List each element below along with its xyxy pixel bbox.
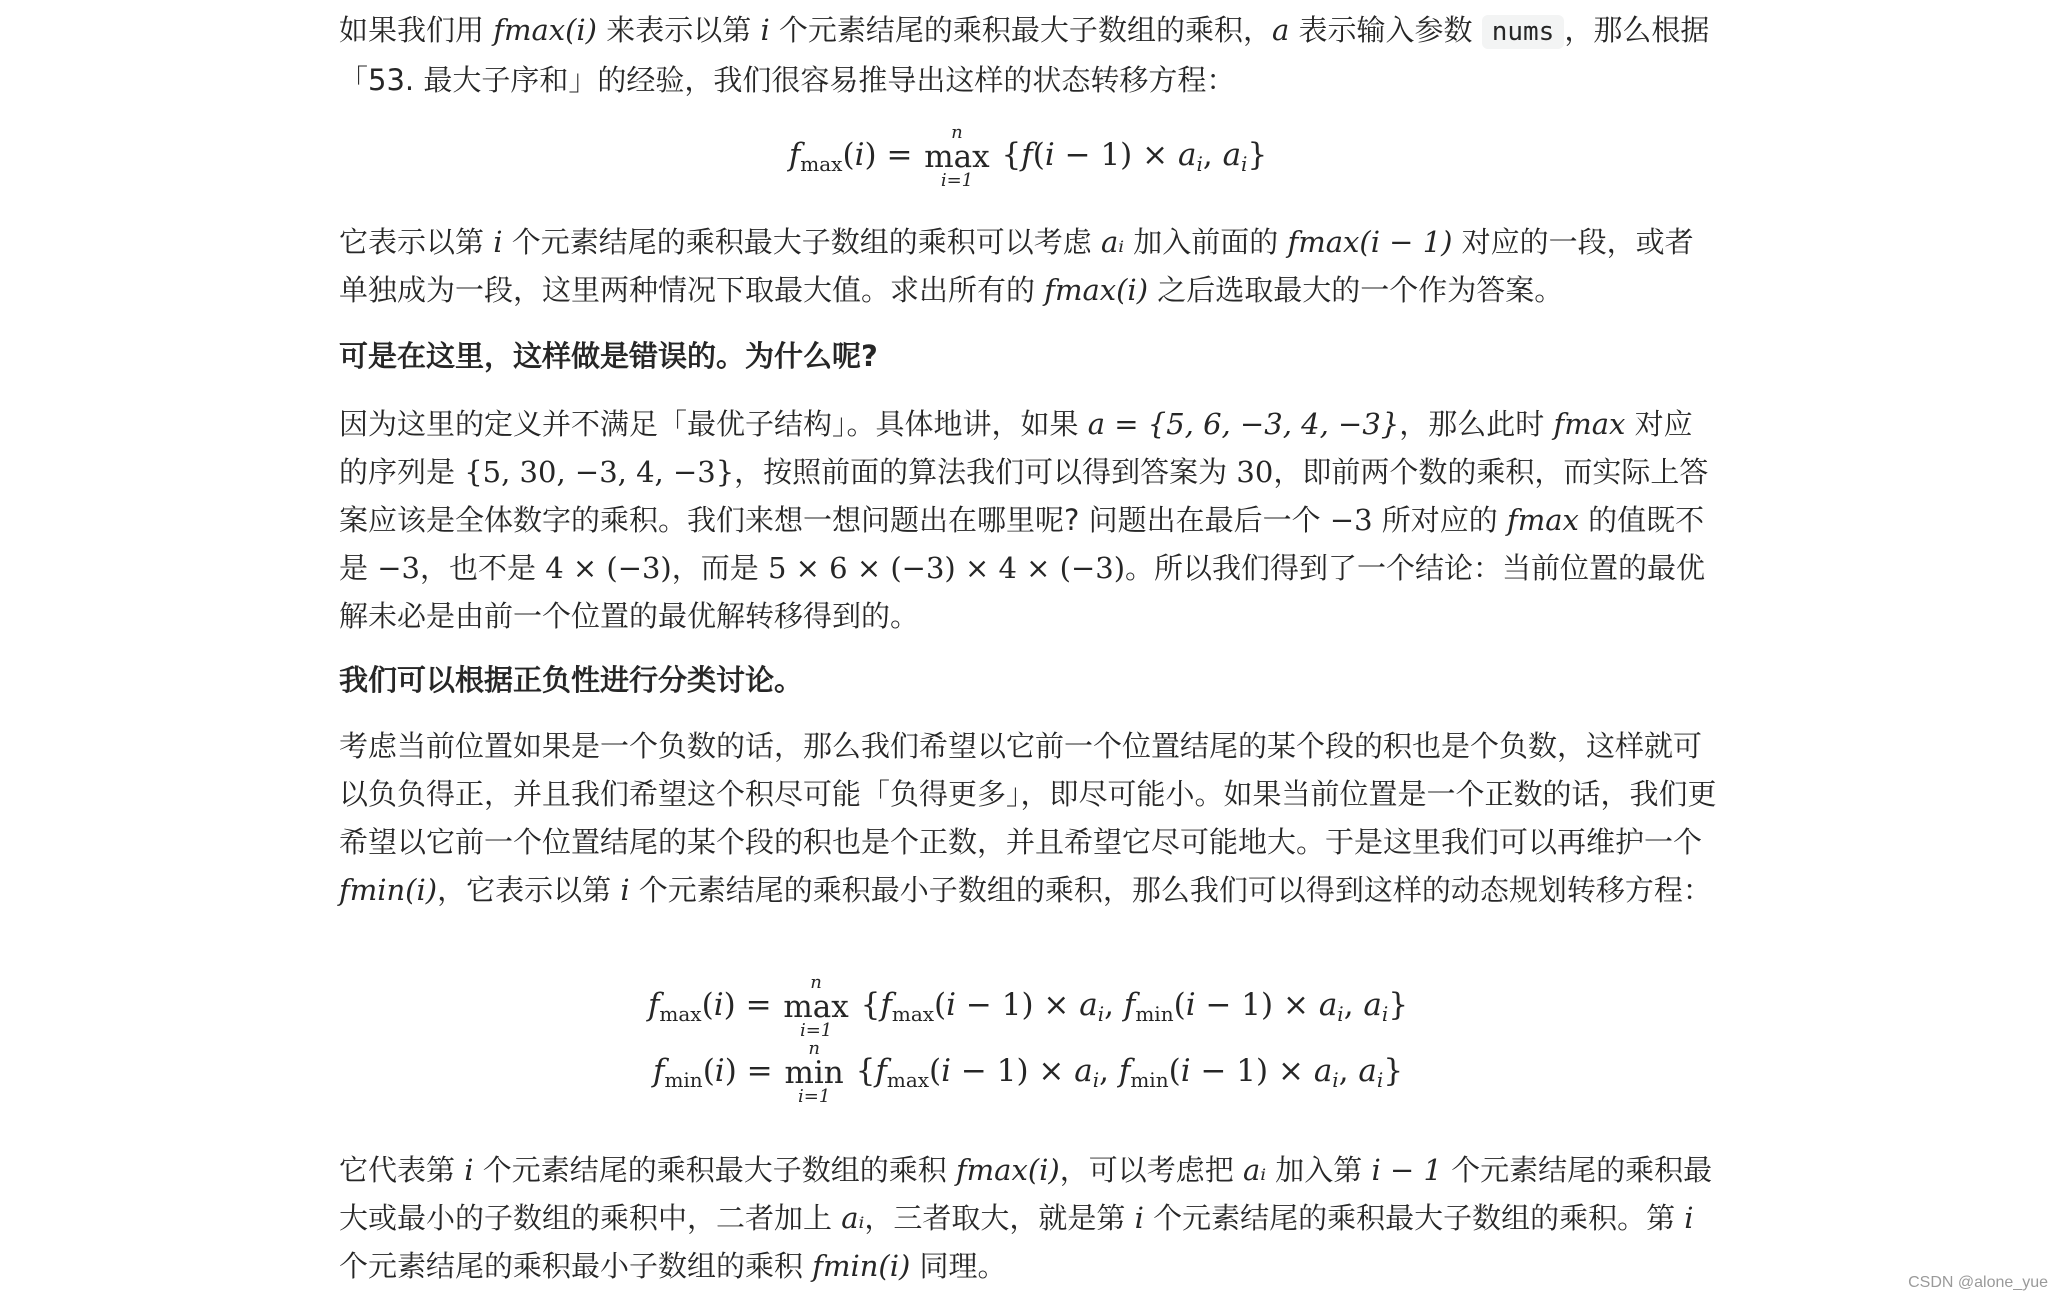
paragraph-explanation: 它表示以第 i 个元素结尾的乘积最大子数组的乘积可以考虑 aᵢ 加入前面的 fmax(i − 1) 对应的一段，或者单独成为一段，这里两种情况下取最大值。求出所有的 fmax(i) 之后选取最大的一个作为答案。	[339, 225, 1694, 307]
equation-line-fmin: fmin(i) = n min i=1 {fmax(i − 1) × ai, fmin(i − 1) × ai, ai}	[652, 1037, 1404, 1107]
max-operator: n max i=1	[924, 121, 990, 191]
max-operator: n max i=1	[783, 971, 849, 1041]
equation-line: fmax(i) = n max i=1 {f(i − 1) × ai, ai}	[788, 121, 1268, 191]
paragraph-case-analysis: 我们可以根据正负性进行分类讨论。	[339, 663, 804, 697]
math-i: i	[760, 13, 770, 47]
text: 如果我们用	[339, 13, 494, 47]
inline-code-nums: nums	[1482, 15, 1565, 49]
paragraph-fmin-intro: 考虑当前位置如果是一个负数的话，那么我们希望以它前一个位置结尾的某个段的积也是个负数，这样就可以负负得正，并且我们希望这个积尽可能「负得更多」，即尽可能小。如果当前位置是一个正数的话，我们更希望以它前一个位置结尾的某个段的积也是个正数，并且希望它尽可能地大。于是这里我们可以再维护一个 fmin(i)，它表示以第 i 个元素结尾的乘积最小子数组的乘积，那么我们可以得到这样的动态规划转移方程：	[339, 729, 1717, 907]
min-operator: n min i=1	[784, 1037, 844, 1107]
paragraph-conclusion: 它代表第 i 个元素结尾的乘积最大子数组的乘积 fmax(i)，可以考虑把 aᵢ 加入第 i − 1 个元素结尾的乘积最大或最小的子数组的乘积中，二者加上 aᵢ，三者取大，就是第 i 个元素结尾的乘积最大子数组的乘积。第 i 个元素结尾的乘积最小子数组的乘积 fmin(i) 同理。	[339, 1153, 1713, 1283]
math-a: a	[1271, 13, 1290, 47]
text: 来表示以第	[597, 13, 761, 47]
paragraph-counterexample: 因为这里的定义并不满足「最优子结构」。具体地讲，如果 a = {5, 6, −3, 4, −3}，那么此时 fmax 对应的序列是 {5, 30, −3, 4, −3}，按照前面的算法我们可以得到答案为 30，即前两个数的乘积，而实际上答案应该是全体数字的乘积。我们来想一想问题出在哪里呢? 问题出在最后一个 −3 所对应的 fmax 的值既不是 −3，也不是 4 × (−3)，而是 5 × 6 × (−3) × 4 × (−3)。所以我们得到了一个结论：当前位置的最优解未必是由前一个位置的最优解转移得到的。	[339, 407, 1709, 633]
equation-1	[339, 121, 1717, 191]
paragraph-definition	[339, 6, 1717, 104]
text: 表示输入参数	[1289, 13, 1482, 47]
text: ，那么根据「53. 最大子序和」的经验，我们很容易推导出这样的状态转移方程：	[339, 13, 1710, 97]
text: 个元素结尾的乘积最大子数组的乘积，	[769, 13, 1272, 47]
watermark: CSDN @alone_yue	[1908, 1274, 2048, 1291]
equation-2	[339, 971, 1717, 1107]
equation-line-fmax: fmax(i) = n max i=1 {fmax(i − 1) × ai, fmin(i − 1) × ai, ai}	[647, 971, 1409, 1041]
math-fmax-i: fmax(i)	[493, 13, 597, 47]
paragraph-question: 可是在这里，这样做是错误的。为什么呢?	[339, 339, 878, 373]
